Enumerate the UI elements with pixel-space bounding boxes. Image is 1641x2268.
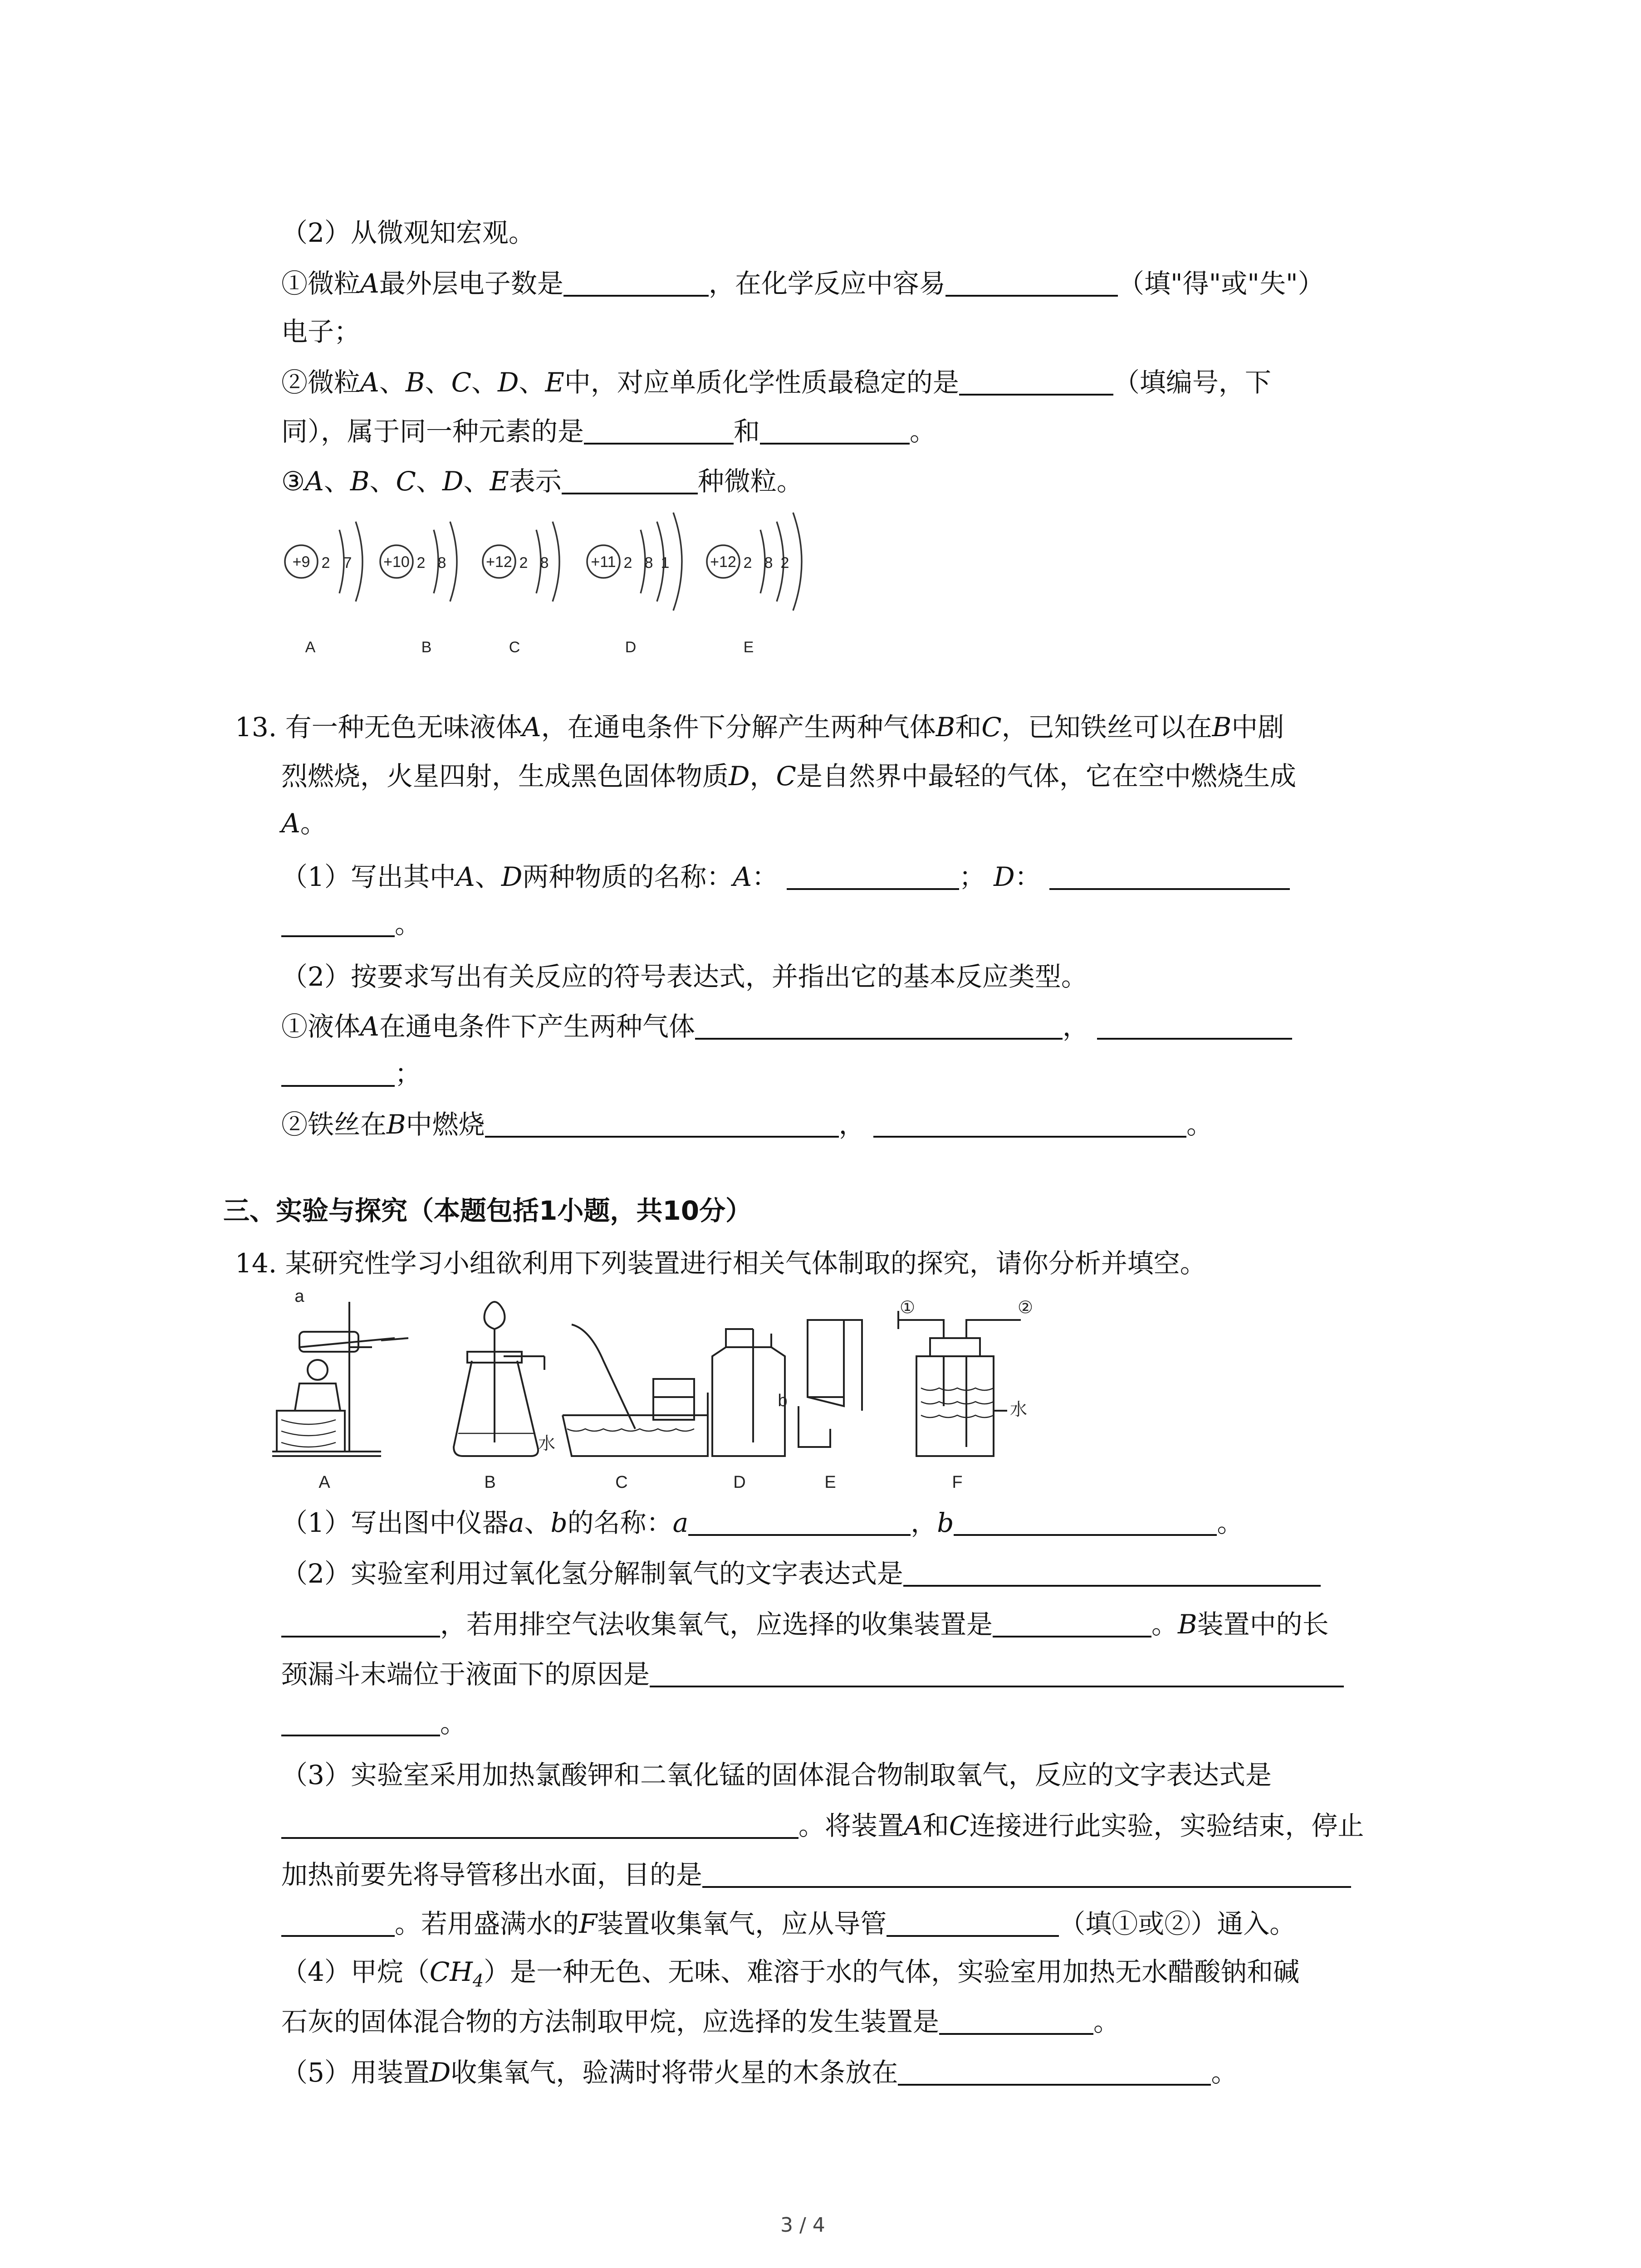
q13-part1-cont: 。: [281, 911, 421, 937]
q12-line2: 电子；: [281, 316, 361, 347]
answer-blank[interactable]: [695, 1014, 1063, 1040]
nucleus-charge-C: +12: [486, 553, 512, 571]
q13-part1: （1）写出其中A、D两种物质的名称：A： ； D：: [281, 864, 1290, 890]
apparatus-D: [712, 1329, 788, 1456]
q13-line3: A。: [281, 808, 327, 839]
label-water: 水: [538, 1434, 556, 1453]
answer-blank[interactable]: [887, 1911, 1059, 1937]
q13-part2-1: ①液体A在通电条件下产生两种气体 ，: [281, 1013, 1292, 1040]
q13-line1: 13. 有一种无色无味液体A，在通电条件下分解产生两种气体B和C，已知铁丝可以在B中剧: [235, 712, 1284, 743]
shell-A-2: 7: [343, 554, 352, 572]
answer-blank[interactable]: [562, 469, 698, 494]
apparatus-E: [798, 1320, 862, 1447]
answer-blank[interactable]: [945, 271, 1118, 297]
answer-blank[interactable]: [281, 1711, 440, 1736]
label-b: b: [778, 1391, 788, 1410]
label-tube-1: ①: [899, 1298, 916, 1317]
q13-part2-2: ②铁丝在B中燃烧 ， 。: [281, 1109, 1213, 1140]
q14-part2-line2: ，若用排空气法收集氧气，应选择的收集装置是 。B装置中的长: [281, 1611, 1329, 1637]
q14-part3-line1: （3）实验室采用加热氯酸钾和二氧化锰的固体混合物制取氧气，反应的文字表达式是: [281, 1760, 1272, 1790]
apparatus-label-F: F: [952, 1473, 963, 1492]
shell-D-2: 8: [644, 554, 653, 572]
atom-label-D: D: [625, 639, 637, 656]
answer-blank[interactable]: [281, 1813, 798, 1839]
section-heading: 三、实验与探究（本题包括1小题，共10分）: [223, 1195, 752, 1226]
q13-line2: 烈燃烧，火星四射，生成黑色固体物质D，C是自然界中最轻的气体，它在空中燃烧生成: [281, 761, 1296, 792]
nucleus-charge-A: +9: [292, 553, 310, 571]
answer-blank[interactable]: [281, 1061, 395, 1087]
answer-blank[interactable]: [993, 1612, 1151, 1637]
answer-blank[interactable]: [903, 1561, 1321, 1587]
q14-part3-line4: 。若用盛满水的F装置收集氧气，应从导管 （填①或②）通入。: [281, 1911, 1296, 1937]
answer-blank[interactable]: [1097, 1014, 1292, 1040]
q12-line4: 同），属于同一种元素的是 和 。: [281, 416, 936, 447]
answer-blank[interactable]: [760, 419, 910, 445]
q14-part3-line3: 加热前要先将导管移出水面，目的是: [281, 1862, 1351, 1888]
apparatus-F: [898, 1311, 1021, 1456]
answer-blank[interactable]: [281, 1612, 440, 1637]
answer-blank[interactable]: [584, 419, 734, 445]
answer-blank[interactable]: [959, 370, 1113, 396]
q14-part4-line1: （4）甲烷$(CH_4)$是一种无色、无味、难溶于水的气体，实验室用加热无水醋酸钠和碱: [281, 1956, 1300, 1991]
shell-A-1: 2: [321, 554, 330, 572]
atom-structure-diagram: [272, 508, 862, 662]
shell-B-1: 2: [416, 554, 426, 572]
q12-line3: ②微粒A、B、C、D、E中，对应单质化学性质最稳定的是 （填编号，下: [281, 367, 1271, 398]
shell-D-1: 2: [623, 554, 632, 572]
atom-label-A: A: [305, 639, 316, 656]
label-a: a: [294, 1287, 304, 1306]
apparatus-B: [454, 1302, 544, 1456]
atom-label-E: E: [743, 639, 754, 656]
q14-part2-line4: 。: [281, 1710, 466, 1736]
answer-blank[interactable]: [702, 1862, 1351, 1888]
q13-part2-title: （2）按要求写出有关反应的符号表达式，并指出它的基本反应类型。: [281, 961, 1087, 992]
shell-E-2: 8: [764, 554, 773, 572]
atom-label-C: C: [509, 639, 520, 656]
answer-blank[interactable]: [563, 271, 709, 297]
apparatus-label-A: A: [318, 1473, 330, 1492]
apparatus-label-D: D: [733, 1473, 746, 1492]
answer-blank[interactable]: [688, 1510, 911, 1536]
shell-C-2: 8: [540, 554, 549, 572]
shell-C-1: 2: [519, 554, 528, 572]
nucleus-charge-B: +10: [383, 553, 410, 571]
q14-part5: （5）用装置D收集氧气，验满时将带火星的木条放在 。: [281, 2057, 1238, 2088]
q14-part1: （1）写出图中仪器a、b的名称：a ，b 。: [281, 1507, 1244, 1538]
q13-part2-1-cont: ；: [281, 1061, 421, 1087]
shell-D-3: 1: [661, 554, 670, 572]
apparatus-label-B: B: [484, 1473, 496, 1492]
page-number: 3 / 4: [780, 2214, 825, 2237]
answer-blank[interactable]: [954, 1510, 1217, 1536]
answer-blank[interactable]: [281, 912, 395, 937]
shell-E-1: 2: [743, 554, 752, 572]
q14-part2-line3: 颈漏斗末端位于液面下的原因是: [281, 1661, 1344, 1687]
apparatus-label-C: C: [615, 1473, 628, 1492]
answer-blank[interactable]: [281, 1911, 395, 1937]
q12-part2-title: （2）从微观知宏观。: [281, 217, 535, 248]
apparatus-A: [272, 1302, 408, 1456]
answer-blank[interactable]: [650, 1662, 1344, 1687]
answer-blank[interactable]: [1049, 865, 1290, 890]
answer-blank[interactable]: [787, 865, 959, 890]
answer-blank[interactable]: [939, 2009, 1093, 2035]
apparatus-diagram: [272, 1287, 1034, 1497]
atom-label-B: B: [421, 639, 432, 656]
answer-blank[interactable]: [898, 2060, 1211, 2086]
shell-B-2: 8: [437, 554, 446, 572]
answer-blank[interactable]: [485, 1112, 839, 1138]
nucleus-charge-E: +12: [710, 553, 736, 571]
shell-E-3: 2: [780, 554, 789, 572]
q12-line5: ③A、B、C、D、E表示 种微粒。: [281, 466, 803, 497]
q14-intro: 14. 某研究性学习小组欲利用下列装置进行相关气体制取的探究，请你分析并填空。: [235, 1248, 1206, 1279]
label-tube-2: ②: [1017, 1298, 1034, 1317]
label-water: 水: [1009, 1400, 1028, 1419]
q14-part2-line1: （2）实验室利用过氧化氢分解制氧气的文字表达式是: [281, 1560, 1321, 1587]
answer-blank[interactable]: [873, 1112, 1186, 1138]
nucleus-charge-D: +11: [591, 553, 616, 571]
q14-part4-line2: 石灰的固体混合物的方法制取甲烷，应选择的发生装置是 。: [281, 2006, 1120, 2037]
apparatus-label-E: E: [824, 1473, 836, 1492]
q14-part3-line2: 。将装置A和C连接进行此实验，实验结束，停止: [281, 1813, 1364, 1839]
q12-line1: ①微粒A最外层电子数是 ，在化学反应中容易 （填"得"或"失"）: [281, 268, 1324, 299]
apparatus-C: [563, 1325, 708, 1456]
